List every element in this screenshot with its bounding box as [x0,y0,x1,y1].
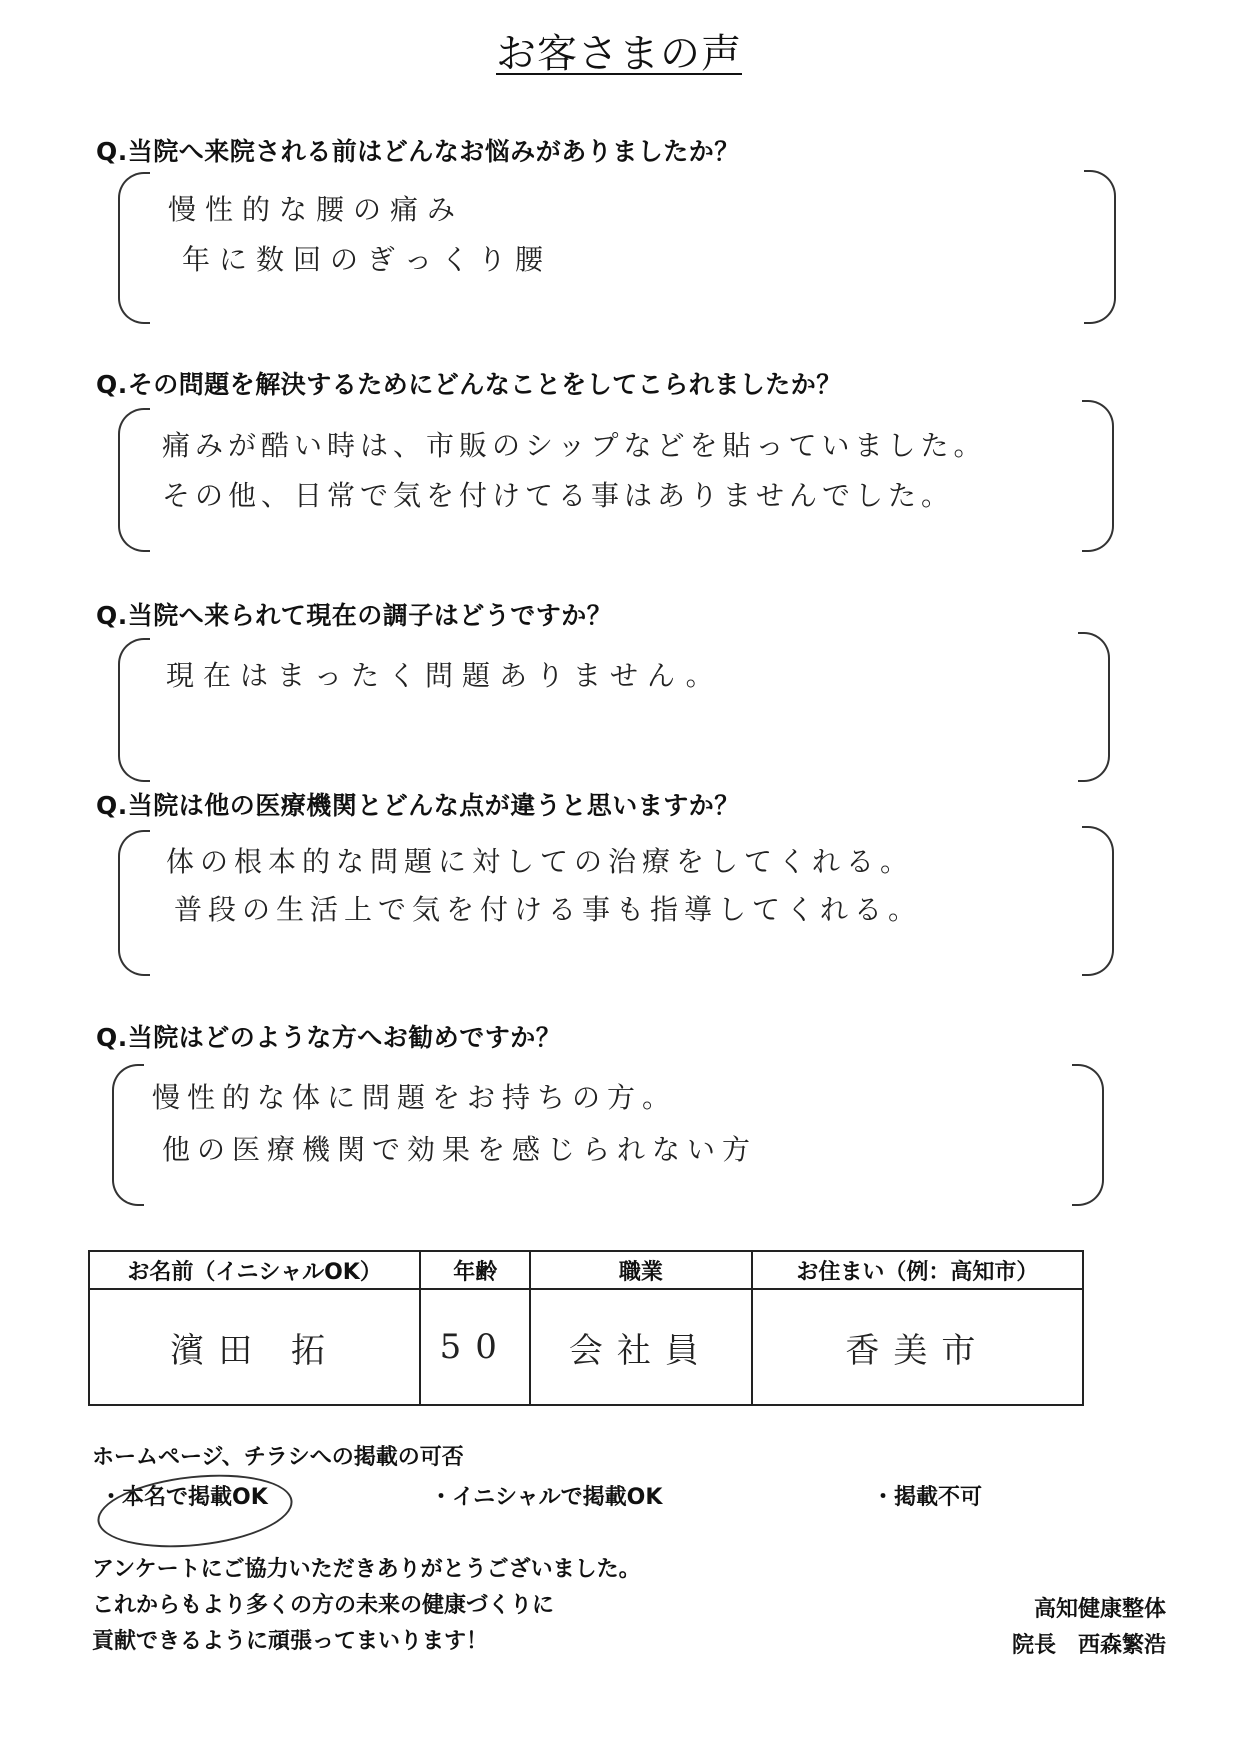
director-name: 院長 西森繁浩 [1011,1633,1166,1658]
name-header: お名前（イニシャルOK） [89,1251,420,1289]
answer-bracket-right [1084,170,1116,324]
answer-2-line-2: その他、日常で気を付けてる事はありませんでした。 [162,479,955,512]
answer-bracket-left [118,830,150,976]
answer-bracket-left [112,1064,144,1206]
answer-1-line-2: 年に数回のぎっくり腰 [182,243,553,276]
answer-bracket-right [1078,632,1110,782]
answer-3-line-1: 現在はまったく問題ありません。 [166,659,723,692]
answer-5-line-1: 慢性的な体に問題をお持ちの方。 [152,1081,678,1114]
answer-4-line-1: 体の根本的な問題に対しての治療をしてくれる。 [166,845,915,878]
occupation-value: 会社員 [530,1289,752,1405]
answer-5-line-2: 他の医療機関で効果を感じられない方 [162,1133,758,1166]
page-title: お客さまの声 [496,31,742,77]
answer-bracket-left [118,638,150,782]
footer-line: これからもより多くの方の未来の健康づくりに [92,1593,555,1618]
residence-value: 香美市 [752,1289,1083,1405]
option-real-name: ・本名で掲載OK [100,1485,268,1510]
answer-bracket-right [1082,400,1114,552]
option-initials: ・イニシャルで掲載OK [430,1485,663,1510]
clinic-signature [1012,1592,1166,1664]
question-4: Q.当院は他の医療機関とどんな点が違うと思いますか？ [96,791,740,820]
question-3: Q.当院へ来られて現在の調子はどうですか？ [96,601,613,630]
answer-bracket-right [1072,1064,1104,1206]
answer-1-line-1: 慢性的な腰の痛み [168,193,465,226]
answer-bracket-right [1082,826,1114,976]
footer-line: 貢献できるように頑張ってまいります！ [92,1629,489,1654]
option-not-allowed: ・掲載不可 [872,1485,983,1510]
publication-heading: ホームページ、チラシへの掲載の可否 [92,1445,464,1470]
answer-bracket-left [118,408,150,552]
residence-header: お住まい（例：高知市） [752,1251,1083,1289]
answer-bracket-left [118,172,150,324]
respondent-info-table [88,1250,1084,1406]
answer-4-line-2: 普段の生活上で気を付ける事も指導してくれる。 [174,893,923,926]
age-value: 50 [420,1289,530,1405]
question-1: Q.当院へ来院される前はどんなお悩みがありましたか？ [96,137,740,166]
age-header: 年齢 [420,1251,530,1289]
answer-2-line-1: 痛みが酷い時は、市販のシップなどを貼っていました。 [162,429,987,462]
footer-line: アンケートにご協力いただきありがとうございました。 [92,1557,641,1582]
clinic-name: 高知健康整体 [1033,1597,1166,1622]
name-value: 濱田 拓 [89,1289,420,1405]
question-5: Q.当院はどのような方へお勧めですか？ [96,1023,562,1052]
occupation-header: 職業 [530,1251,752,1289]
thank-you-message [92,1552,641,1660]
question-2: Q.その問題を解決するためにどんなことをしてこられましたか？ [96,370,842,399]
